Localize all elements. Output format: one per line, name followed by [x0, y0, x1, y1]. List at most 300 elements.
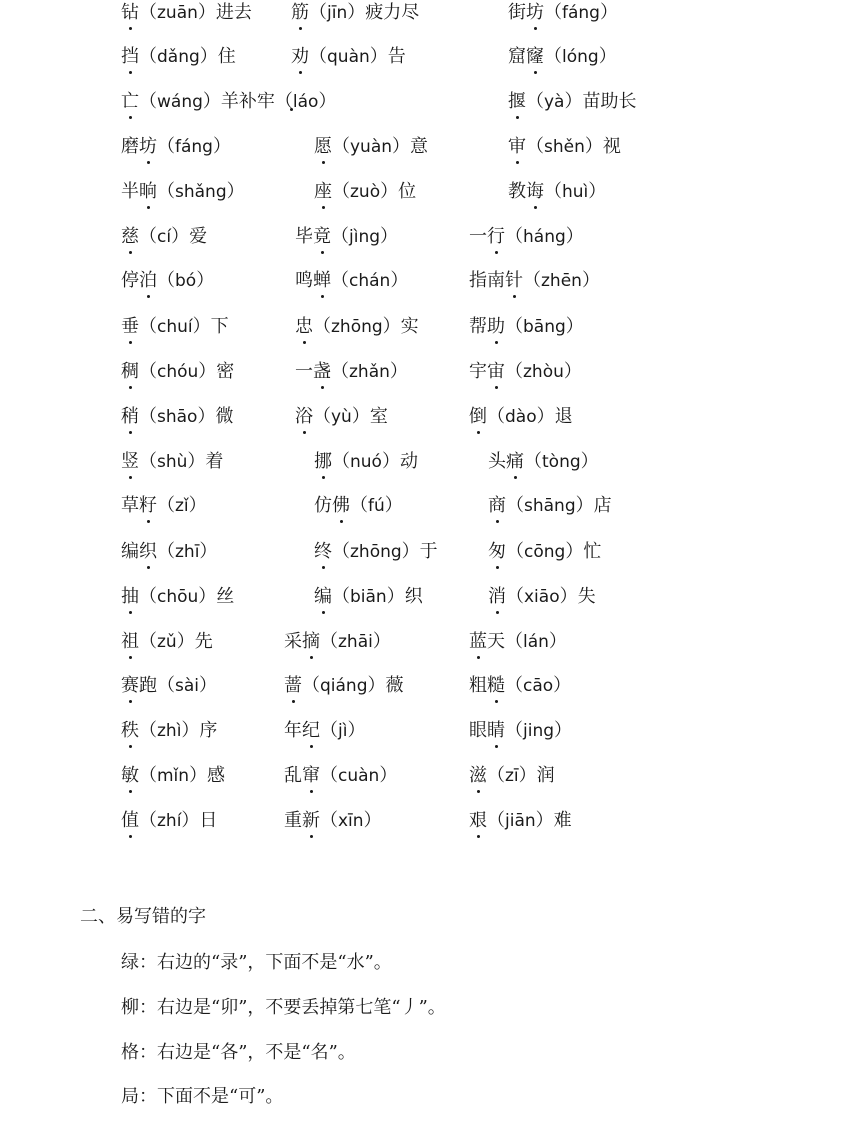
- vocab-entry: [121, 449, 223, 475]
- pinyin: jìng: [349, 227, 381, 247]
- pinyin: háng: [523, 227, 566, 247]
- vocab-entry: [469, 359, 582, 385]
- vocab-entry: [469, 763, 555, 789]
- open-paren: （: [139, 91, 157, 112]
- pinyin: zhōng: [331, 317, 383, 337]
- dotted-character: 消: [488, 584, 506, 610]
- pinyin: cí: [157, 227, 172, 247]
- pinyin: chuí: [157, 317, 193, 337]
- entry-suffix: ）丝: [198, 586, 235, 607]
- pinyin: shǎng: [175, 182, 227, 202]
- pinyin: xīn: [338, 811, 364, 831]
- dotted-character: 佛: [332, 493, 350, 519]
- entry-prefix: 一: [469, 226, 487, 247]
- open-paren: （: [526, 136, 544, 157]
- dotted-character: 终: [314, 539, 332, 565]
- entry-suffix: ）忙: [565, 541, 602, 562]
- pinyin: zǐ: [175, 496, 189, 516]
- dotted-character: 泊: [139, 268, 157, 294]
- pinyin: lóng: [562, 47, 599, 67]
- entry-suffix: ）: [565, 226, 584, 247]
- entry-suffix: ）感: [189, 765, 226, 786]
- open-paren: （: [313, 316, 331, 337]
- open-paren: （: [139, 765, 157, 786]
- open-paren: （: [526, 91, 544, 112]
- entry-suffix: ）苗助长: [564, 91, 637, 112]
- vocab-row: [0, 808, 856, 838]
- entry-prefix: 草: [121, 495, 139, 516]
- entry-suffix: ）: [580, 451, 599, 472]
- vocab-entry: [284, 673, 404, 699]
- dotted-character: 蔷: [284, 673, 302, 699]
- entry-suffix: ）: [226, 181, 245, 202]
- entry-suffix: ）于: [401, 541, 438, 562]
- open-paren: （: [139, 2, 157, 23]
- open-paren: （: [157, 270, 175, 291]
- entry-suffix: ）: [379, 765, 398, 786]
- entry-suffix: ）: [188, 495, 207, 516]
- pinyin: yuàn: [350, 137, 393, 157]
- entry-suffix: ）: [318, 91, 337, 112]
- vocab-entry: [291, 0, 419, 26]
- vocab-entry: [469, 268, 600, 294]
- dotted-character: 糙: [487, 673, 505, 699]
- entry-suffix: ）: [599, 2, 618, 23]
- vocab-entry: [295, 314, 419, 340]
- entry-suffix: ）: [390, 270, 409, 291]
- vocab-entry: [469, 224, 584, 250]
- dotted-character: 匆: [488, 539, 506, 565]
- entry-prefix: 毕: [295, 226, 313, 247]
- entry-suffix: ）下: [192, 316, 229, 337]
- pinyin: jì: [338, 721, 348, 741]
- pinyin: zhì: [157, 721, 182, 741]
- entry-suffix: ）羊补牢（: [202, 91, 293, 112]
- pinyin: fáng: [175, 137, 213, 157]
- dotted-character: 亡: [121, 89, 139, 115]
- dotted-character: 稍: [121, 404, 139, 430]
- vocab-entry: [121, 404, 233, 430]
- open-paren: （: [487, 406, 505, 427]
- dotted-character: 艰: [469, 808, 487, 834]
- dotted-character: 赛: [121, 673, 139, 699]
- entry-prefix: 停: [121, 270, 139, 291]
- pinyin: xiāo: [524, 587, 560, 607]
- open-paren: （: [309, 46, 327, 67]
- entry-suffix: ）: [372, 631, 391, 652]
- open-paren: （: [544, 2, 562, 23]
- entry-prefix: 采: [284, 631, 302, 652]
- open-paren: （: [139, 226, 157, 247]
- vocab-entry: [121, 808, 217, 834]
- vocab-entry: [121, 89, 336, 115]
- pinyin: zuān: [157, 3, 198, 23]
- pinyin: chán: [349, 271, 391, 291]
- dotted-character: 蓝: [469, 629, 487, 655]
- entry-suffix: ）告: [369, 46, 406, 67]
- dotted-character: 愿: [314, 134, 332, 160]
- entry-suffix: ）: [553, 675, 572, 696]
- entry-prefix: 乱: [284, 765, 302, 786]
- dotted-character: 钻: [121, 0, 139, 26]
- vocab-entry: [295, 404, 388, 430]
- open-paren: （: [139, 361, 157, 382]
- pinyin: fáng: [562, 3, 600, 23]
- open-paren: （: [350, 495, 368, 516]
- dotted-character: 盏: [313, 359, 331, 385]
- pinyin: dǎng: [157, 47, 200, 67]
- pinyin: zhī: [175, 542, 200, 562]
- entry-prefix: 编: [121, 541, 139, 562]
- open-paren: （: [320, 765, 338, 786]
- open-paren: （: [309, 2, 327, 23]
- open-paren: （: [157, 541, 175, 562]
- entry-suffix: ）: [565, 316, 584, 337]
- dotted-character: 座: [314, 179, 332, 205]
- entry-prefix: 一: [295, 361, 313, 382]
- entry-suffix: ）: [598, 46, 617, 67]
- dotted-character: 垂: [121, 314, 139, 340]
- open-paren: （: [139, 316, 157, 337]
- open-paren: （: [139, 720, 157, 741]
- vocab-entry: [508, 89, 636, 115]
- section-title: 二、易写错的字: [80, 906, 206, 927]
- entry-suffix: ）爱: [171, 226, 208, 247]
- dotted-character: 祖: [121, 629, 139, 655]
- entry-suffix: ）实: [382, 316, 419, 337]
- pinyin: chōu: [157, 587, 199, 607]
- open-paren: （: [139, 631, 157, 652]
- dotted-character: 秩: [121, 718, 139, 744]
- entry-suffix: ）失: [559, 586, 596, 607]
- pinyin: nuó: [350, 452, 382, 472]
- vocab-entry: [121, 134, 231, 160]
- dotted-character: 针: [505, 268, 523, 294]
- pinyin: cuàn: [338, 766, 380, 786]
- vocab-entry: [469, 718, 572, 744]
- dotted-character: 敏: [121, 763, 139, 789]
- dotted-character: 睛: [487, 718, 505, 744]
- vocab-entry: [121, 539, 217, 565]
- open-paren: （: [332, 541, 350, 562]
- open-paren: （: [139, 451, 157, 472]
- entry-suffix: ）室: [351, 406, 388, 427]
- dotted-character: 竟: [313, 224, 331, 250]
- entry-suffix: ）住: [199, 46, 236, 67]
- dotted-character: 助: [487, 314, 505, 340]
- entry-prefix: 街: [508, 2, 526, 23]
- vocab-row: [0, 314, 856, 344]
- writing-note: 绿：右边的“录”，下面不是“水”。: [121, 952, 392, 973]
- vocab-entry: [291, 44, 406, 70]
- dotted-character: 忠: [295, 314, 313, 340]
- entry-suffix: ）薇: [367, 675, 404, 696]
- open-paren: （: [139, 406, 157, 427]
- vocab-entry: [508, 0, 618, 26]
- dotted-character: 慈: [121, 224, 139, 250]
- entry-suffix: ）意: [392, 136, 429, 157]
- dotted-character: 织: [139, 539, 157, 565]
- open-paren: （: [320, 720, 338, 741]
- dotted-character: 行: [487, 224, 505, 250]
- entry-suffix: ）: [196, 270, 215, 291]
- entry-suffix: ）: [389, 361, 408, 382]
- open-paren: （: [506, 586, 524, 607]
- entry-prefix: 教: [508, 181, 526, 202]
- entry-suffix: ）: [363, 810, 382, 831]
- dotted-character: 稠: [121, 359, 139, 385]
- vocab-entry: [469, 314, 584, 340]
- vocab-entry: [508, 44, 617, 70]
- dotted-character: 纪: [302, 718, 320, 744]
- pinyin: bó: [175, 271, 197, 291]
- entry-prefix: 粗: [469, 675, 487, 696]
- vocab-entry: [295, 224, 398, 250]
- vocab-row: [0, 763, 856, 793]
- open-paren: （: [487, 765, 505, 786]
- open-paren: （: [506, 541, 524, 562]
- vocab-entry: [121, 718, 217, 744]
- dotted-character: 坊: [139, 134, 157, 160]
- vocab-entry: [121, 0, 252, 26]
- vocab-entry: [469, 629, 567, 655]
- open-paren: （: [331, 270, 349, 291]
- entry-prefix: 帮: [469, 316, 487, 337]
- pinyin: zhòu: [523, 362, 564, 382]
- dotted-character: 摘: [302, 629, 320, 655]
- vocab-row: [0, 44, 856, 74]
- vocab-entry: [314, 493, 403, 519]
- open-paren: （: [313, 406, 331, 427]
- pinyin: lán: [523, 632, 549, 652]
- pinyin: dào: [505, 407, 537, 427]
- dotted-character: 籽: [139, 493, 157, 519]
- open-paren: （: [302, 675, 320, 696]
- dotted-character: 劝: [291, 44, 309, 70]
- pinyin: sài: [175, 676, 199, 696]
- entry-suffix: ）: [212, 136, 231, 157]
- pinyin: quàn: [327, 47, 370, 67]
- dotted-character: 挪: [314, 449, 332, 475]
- vocab-row: [0, 673, 856, 703]
- dotted-character: 宙: [487, 359, 505, 385]
- vocab-entry: [295, 359, 408, 385]
- vocab-entry: [121, 268, 214, 294]
- vocab-row: [0, 718, 856, 748]
- open-paren: （: [139, 46, 157, 67]
- vocab-entry: [469, 404, 573, 430]
- entry-suffix: ）润: [518, 765, 555, 786]
- vocab-row: [0, 359, 856, 389]
- entry-suffix: ）: [563, 361, 582, 382]
- entry-suffix: ）视: [584, 136, 621, 157]
- open-paren: （: [320, 810, 338, 831]
- entry-suffix: ）: [347, 720, 366, 741]
- entry-prefix: 窟: [508, 46, 526, 67]
- vocab-row: [0, 449, 856, 479]
- vocab-row: [0, 539, 856, 569]
- pinyin: jing: [523, 721, 555, 741]
- entry-suffix: ）织: [386, 586, 423, 607]
- vocab-row: [0, 89, 856, 119]
- entry-suffix: ）微: [197, 406, 234, 427]
- entry-suffix: ）: [588, 181, 607, 202]
- vocab-entry: [314, 134, 428, 160]
- vocab-entry: [121, 314, 229, 340]
- dotted-character: 值: [121, 808, 139, 834]
- vocab-entry: [121, 44, 236, 70]
- open-paren: （: [544, 46, 562, 67]
- dotted-character: 揠: [508, 89, 526, 115]
- entry-suffix: ）退: [536, 406, 573, 427]
- pinyin: shāo: [157, 407, 198, 427]
- vocab-entry: [488, 539, 601, 565]
- entry-prefix: 指南: [469, 270, 505, 291]
- open-paren: （: [544, 181, 562, 202]
- vocab-entry: [284, 718, 365, 744]
- entry-suffix: ）: [199, 541, 218, 562]
- entry-suffix: ）: [380, 226, 399, 247]
- vocab-row: [0, 0, 856, 30]
- vocab-entry: [284, 763, 397, 789]
- entry-prefix: 重: [284, 810, 302, 831]
- vocab-entry: [295, 268, 408, 294]
- entry-suffix: ）先: [176, 631, 213, 652]
- dotted-character: 新: [302, 808, 320, 834]
- entry-suffix: ）: [199, 675, 217, 696]
- open-paren: （: [332, 136, 350, 157]
- vocab-entry: [121, 179, 245, 205]
- pinyin: zhāi: [338, 632, 373, 652]
- open-paren: （: [505, 720, 523, 741]
- open-paren: （: [505, 361, 523, 382]
- entry-suffix: ）序: [181, 720, 218, 741]
- vocab-entry: [121, 629, 213, 655]
- pinyin: biān: [350, 587, 387, 607]
- pinyin: jīn: [327, 3, 348, 23]
- entry-prefix: 鸣: [295, 270, 313, 291]
- pinyin: zhǎn: [349, 362, 390, 382]
- entry-suffix: ）着: [187, 451, 224, 472]
- dotted-character: 窿: [526, 44, 544, 70]
- dotted-character: 滋: [469, 763, 487, 789]
- open-paren: （: [505, 316, 523, 337]
- vocab-entry: [284, 808, 382, 834]
- entry-suffix: ）位: [380, 181, 417, 202]
- pinyin: jiān: [505, 811, 536, 831]
- vocab-entry: [314, 539, 438, 565]
- open-paren: （: [332, 451, 350, 472]
- vocab-row: [0, 493, 856, 523]
- pinyin: chóu: [157, 362, 199, 382]
- vocab-entry: [469, 808, 572, 834]
- entry-suffix: ）疲力尽: [347, 2, 420, 23]
- pinyin: cōng: [524, 542, 566, 562]
- vocab-row: [0, 224, 856, 254]
- pinyin: mǐn: [157, 766, 190, 786]
- vocab-entry: [488, 449, 599, 475]
- vocab-row: [0, 179, 856, 209]
- vocab-entry: [121, 763, 225, 789]
- open-paren: （: [331, 361, 349, 382]
- pinyin: bāng: [523, 317, 566, 337]
- vocab-entry: [121, 224, 207, 250]
- open-paren: （: [157, 495, 175, 516]
- dotted-character: 诲: [526, 179, 544, 205]
- dotted-character: 窜: [302, 763, 320, 789]
- vocab-entry: [121, 359, 234, 385]
- dotted-character: 商: [488, 493, 506, 519]
- vocab-entry: [488, 584, 596, 610]
- entry-prefix: 年: [284, 720, 302, 741]
- entry-suffix: ）: [548, 631, 567, 652]
- open-paren: （: [332, 586, 350, 607]
- dotted-character: 抽: [121, 584, 139, 610]
- open-paren: 天（: [487, 631, 523, 652]
- open-paren: （: [505, 675, 523, 696]
- dotted-character: 坊: [526, 0, 544, 26]
- pinyin: huì: [562, 182, 589, 202]
- open-paren: （: [157, 181, 175, 202]
- pinyin: zhēn: [541, 271, 582, 291]
- pinyin: shù: [157, 452, 188, 472]
- open-paren: （: [139, 810, 157, 831]
- entry-prefix: 仿: [314, 495, 332, 516]
- entry-suffix: ）进去: [197, 2, 252, 23]
- open-paren: （: [331, 226, 349, 247]
- writing-note: 格：右边是“各”，不是“名”。: [121, 1042, 356, 1063]
- dotted-character: 蝉: [313, 268, 331, 294]
- dotted-character: 挡: [121, 44, 139, 70]
- pinyin: shāng: [524, 496, 576, 516]
- open-paren: （: [157, 136, 175, 157]
- entry-prefix: 宇: [469, 361, 487, 382]
- dotted-character: 倒: [469, 404, 487, 430]
- vocab-row: [0, 629, 856, 659]
- pinyin: wáng: [157, 92, 203, 112]
- dotted-character: 竖: [121, 449, 139, 475]
- vocab-row: [0, 584, 856, 614]
- vocab-row: [0, 404, 856, 434]
- open-paren: （: [506, 495, 524, 516]
- pinyin: láo: [292, 92, 319, 112]
- vocab-entry: [314, 179, 416, 205]
- entry-suffix: ）难: [535, 810, 572, 831]
- open-paren: （: [487, 810, 505, 831]
- vocab-entry: [488, 493, 612, 519]
- writing-note: 柳：右边是“卯”，不要丢掉第七笔“丿”。: [121, 997, 446, 1018]
- pinyin: zhí: [157, 811, 182, 831]
- vocab-entry: [314, 584, 423, 610]
- entry-suffix: ）: [384, 495, 403, 516]
- vocab-entry: [284, 629, 391, 655]
- vocab-entry: [121, 493, 207, 519]
- open-paren: （: [523, 270, 541, 291]
- dotted-character: 晌: [139, 179, 157, 205]
- entry-suffix: ）动: [381, 451, 418, 472]
- dotted-character: 浴: [295, 404, 313, 430]
- pinyin: qiáng: [320, 676, 368, 696]
- dotted-character: 编: [314, 584, 332, 610]
- pinyin: fú: [368, 496, 385, 516]
- vocab-entry: [121, 584, 234, 610]
- vocab-entry: [469, 673, 571, 699]
- open-paren: （: [320, 631, 338, 652]
- open-paren: （: [332, 181, 350, 202]
- pinyin: zǔ: [157, 632, 177, 652]
- open-paren: （: [505, 226, 523, 247]
- vocab-entry: [121, 673, 217, 699]
